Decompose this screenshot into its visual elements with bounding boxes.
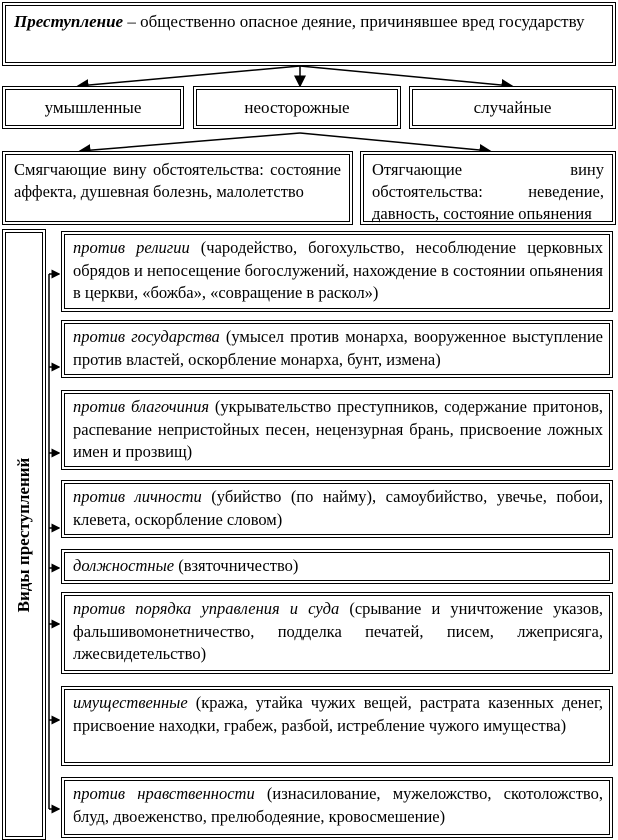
category-intentional <box>2 86 184 129</box>
crime-definition-box <box>2 2 616 66</box>
definition-term: Преступление <box>14 12 124 31</box>
crime-type-desc: (взяточничество) <box>174 556 299 575</box>
connector-def-left <box>78 66 300 86</box>
crime-types-label-box <box>2 229 46 840</box>
crime-type-state <box>61 320 613 378</box>
crime-type-title: имущественные <box>73 693 188 712</box>
connector-cat-left <box>80 133 300 151</box>
category-label: неосторожные <box>244 97 350 117</box>
aggravating-text: Отягчающие вину обстоятельства: неведение, давность, состояние опьянения <box>372 160 604 223</box>
crime-type-morality <box>61 777 613 838</box>
aggravating-circumstances-box <box>360 151 616 225</box>
crime-type-title: против нравственности <box>73 784 255 803</box>
connector-cat-right <box>300 133 490 151</box>
crime-type-desc: (срывание и уничтожение указов, фальшивомонетничество, подделка печатей, писем, лжеприсяга, лжесвидетельство) <box>73 599 603 663</box>
crime-type-administration-court <box>61 592 613 674</box>
crime-type-desc: (убийство (по найму), самоубийство, увечье, побои, клевета, оскорбление словом) <box>73 487 604 529</box>
category-negligent <box>193 86 401 129</box>
crime-type-religion <box>61 231 613 312</box>
crime-type-desc: (кража, утайка чужих вещей, растрата казенных денег, присвоение находки, грабеж, разбой, истребление чужого имущества) <box>73 693 603 735</box>
types-bracket <box>46 229 60 840</box>
crime-type-desc: (изнасилование, мужеложство, скотоложство, блуд, двоеженство, прелюбодеяние, кровосмешение) <box>73 784 603 826</box>
crime-type-official <box>61 549 613 584</box>
crime-type-title: должностные <box>73 556 175 575</box>
definition-text: – общественно опасное деяние, причинявшее вред государству <box>123 12 585 31</box>
crime-type-desc: (чародейство, богохульство, несоблюдение церковных обрядов и непосещение богослужений, нахождение в состоянии опьянения в церкви, «божба», «совращение в раскол») <box>73 238 604 302</box>
crime-type-desc: (укрывательство преступников, содержание притонов, распевание непристойных песен, нецензурная брань, присвоение ложных имен и прозвищ) <box>73 397 603 461</box>
crime-type-decency <box>61 390 613 470</box>
crime-types-label: Виды преступлений <box>14 457 33 612</box>
crime-type-person <box>61 480 613 538</box>
crime-type-title: против порядка управления и суда <box>73 599 340 618</box>
mitigating-circumstances-box <box>2 151 353 225</box>
mitigating-text: Смягчающие вину обстоятельства: состояние аффекта, душевная болезнь, малолетство <box>14 160 341 201</box>
crime-type-property <box>61 686 613 766</box>
category-accidental <box>409 86 616 129</box>
crime-type-desc: (умысел против монарха, вооруженное выступление против властей, оскорбление монарха, бунт, измена) <box>73 327 604 369</box>
category-label: умышленные <box>44 97 142 117</box>
category-label: случайные <box>473 97 552 117</box>
crime-type-title: против личности <box>73 487 202 506</box>
crime-type-title: против благочиния <box>73 397 209 416</box>
crime-type-title: против государства <box>73 327 220 346</box>
connector-def-right <box>300 66 512 86</box>
crime-type-title: против религии <box>73 238 190 257</box>
